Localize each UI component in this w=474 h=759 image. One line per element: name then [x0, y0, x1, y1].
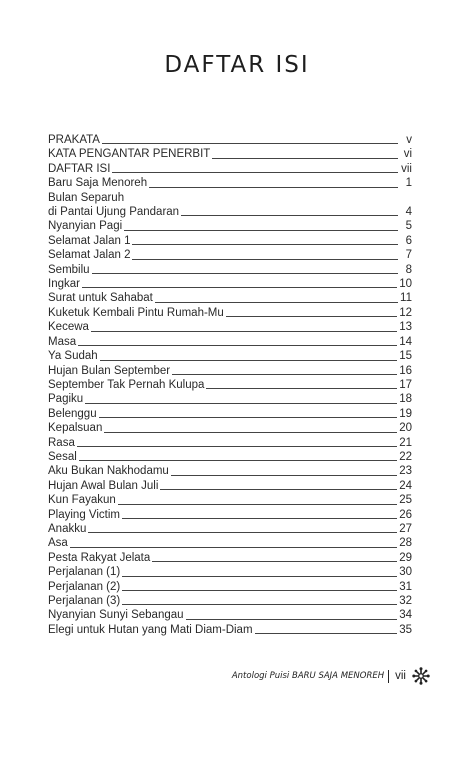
toc-entry — [48, 407, 412, 421]
toc-entry-title: Belenggu — [48, 407, 97, 420]
toc-entry — [48, 205, 412, 219]
table-of-contents — [48, 133, 412, 637]
toc-entry-title: Anakku — [48, 522, 87, 535]
toc-entry-page: 31 — [399, 580, 412, 593]
toc-entry-page: 19 — [399, 407, 412, 420]
footer-book-title: Antologi Puisi BARU SAJA MENOREH — [231, 671, 385, 681]
toc-entry-page: 11 — [400, 292, 412, 305]
toc-leader-line — [104, 431, 397, 433]
toc-entry-page: 7 — [405, 249, 412, 262]
toc-entry — [48, 320, 412, 334]
toc-entry-title: Perjalanan (1) — [48, 566, 121, 579]
footer-divider — [388, 670, 389, 683]
toc-leader-line — [91, 330, 397, 332]
toc-leader-line — [99, 416, 398, 418]
toc-entry-page: 1 — [405, 177, 412, 190]
toc-entry-page: 34 — [399, 609, 412, 622]
toc-entry-title: Baru Saja Menoreh — [48, 177, 148, 190]
toc-leader-line — [171, 474, 397, 476]
toc-entry — [48, 536, 412, 550]
toc-entry — [48, 133, 412, 147]
toc-leader-line — [92, 272, 398, 274]
toc-entry — [48, 436, 412, 450]
toc-entry-page: 14 — [399, 335, 412, 348]
toc-entry-title: Playing Victim — [48, 508, 121, 521]
toc-entry-page: 12 — [399, 306, 412, 319]
toc-leader-line — [181, 214, 398, 216]
toc-entry — [48, 364, 412, 378]
toc-entry-title: Kuketuk Kembali Pintu Rumah-Mu — [48, 306, 224, 319]
toc-entry — [48, 392, 412, 406]
toc-leader-line — [132, 243, 398, 245]
toc-entry-page: 25 — [399, 494, 412, 507]
toc-entry-title: Masa — [48, 335, 77, 348]
toc-entry — [48, 464, 412, 478]
toc-entry — [48, 378, 412, 392]
footer-page-number: vii — [395, 670, 406, 682]
toc-entry-title: Nyanyian Sunyi Sebangau — [48, 609, 184, 622]
toc-entry-title: Ingkar — [48, 278, 80, 291]
toc-entry-page: v — [406, 134, 412, 146]
toc-leader-line — [132, 258, 398, 260]
toc-entry-page: 6 — [405, 234, 412, 247]
toc-leader-line — [122, 575, 397, 577]
toc-entry-page: 22 — [399, 450, 412, 463]
toc-entry-title: Pagiku — [48, 393, 84, 406]
toc-entry-page: 30 — [399, 566, 412, 579]
toc-entry-page: 26 — [399, 508, 412, 521]
toc-entry — [48, 479, 412, 493]
snowflake-ornament-icon — [412, 667, 430, 685]
toc-leader-line — [85, 402, 397, 404]
toc-entry — [48, 291, 412, 305]
toc-entry-title: September Tak Pernah Kulupa — [48, 378, 205, 391]
toc-leader-line — [160, 488, 397, 490]
toc-entry-page: 29 — [399, 551, 412, 564]
toc-entry — [48, 147, 412, 161]
toc-leader-line — [77, 445, 397, 447]
toc-entry — [48, 565, 412, 579]
page-title: DAFTAR ISI — [164, 52, 310, 78]
toc-leader-line — [172, 373, 397, 375]
toc-entry-page: vi — [403, 148, 412, 161]
toc-entry-title: Perjalanan (2) — [48, 580, 121, 593]
toc-entry-title: Aku Bukan Nakhodamu — [48, 465, 169, 478]
toc-entry-title: Rasa — [48, 436, 75, 449]
toc-entry-page: 4 — [405, 206, 412, 219]
page-footer — [232, 667, 430, 685]
toc-leader-line — [79, 459, 397, 461]
toc-entry — [48, 277, 412, 291]
toc-leader-line — [152, 560, 397, 562]
toc-entry-page: 10 — [399, 278, 412, 291]
toc-leader-line — [255, 632, 398, 634]
toc-entry — [48, 176, 412, 190]
toc-leader-line — [155, 301, 398, 303]
toc-entry — [48, 263, 412, 277]
toc-entry-title: Ya Sudah — [48, 350, 98, 363]
toc-entry-page: 15 — [399, 350, 412, 363]
toc-entry-title: Bulan Separuh — [48, 191, 125, 204]
toc-leader-line — [102, 142, 398, 144]
toc-entry — [48, 349, 412, 363]
toc-entry-page: 20 — [399, 422, 412, 435]
toc-entry-page: 32 — [399, 595, 412, 607]
toc-leader-line — [82, 286, 397, 288]
toc-leader-line — [70, 546, 397, 548]
toc-entry — [48, 335, 412, 349]
toc-leader-line — [149, 186, 398, 188]
toc-leader-line — [112, 171, 398, 173]
toc-entry-title: Kun Fayakun — [48, 494, 116, 507]
toc-entry-title: Nyanyian Pagi — [48, 220, 123, 233]
toc-entry — [48, 191, 412, 205]
toc-leader-line — [122, 603, 397, 605]
toc-entry-page: vii — [401, 162, 412, 175]
toc-entry-page: 21 — [399, 436, 412, 449]
toc-entry — [48, 306, 412, 320]
toc-entry-title: Hujan Bulan September — [48, 364, 171, 377]
toc-leader-line — [226, 315, 397, 317]
toc-leader-line — [206, 387, 397, 389]
toc-leader-line — [78, 344, 397, 346]
toc-entry — [48, 580, 412, 594]
toc-entry-page: 17 — [399, 378, 412, 391]
toc-leader-line — [118, 503, 397, 505]
toc-entry-title: Asa — [48, 537, 68, 550]
toc-entry — [48, 623, 412, 637]
toc-entry-page: 16 — [399, 364, 412, 377]
toc-entry-title: Pesta Rakyat Jelata — [48, 551, 151, 564]
toc-entry-title: Kepalsuan — [48, 422, 103, 435]
toc-leader-line — [186, 618, 398, 620]
toc-entry-page: 27 — [399, 522, 412, 535]
toc-entry — [48, 162, 412, 176]
toc-entry-title: Perjalanan (3) — [48, 595, 121, 607]
toc-entry-title: KATA PENGANTAR PENERBIT — [48, 148, 211, 161]
toc-entry-title: Elegi untuk Hutan yang Mati Diam-Diam — [48, 623, 253, 636]
toc-entry — [48, 522, 412, 536]
toc-entry — [48, 594, 412, 608]
toc-entry — [48, 450, 412, 464]
toc-entry-title: Selamat Jalan 1 — [48, 234, 131, 247]
toc-entry-title: Selamat Jalan 2 — [48, 249, 131, 262]
toc-entry — [48, 248, 412, 262]
toc-leader-line — [212, 157, 398, 159]
toc-entry-title: DAFTAR ISI — [48, 162, 111, 175]
toc-entry — [48, 234, 412, 248]
toc-entry-title: PRAKATA — [48, 134, 100, 146]
toc-entry-page: 18 — [399, 393, 412, 406]
toc-entry-page: 23 — [399, 465, 412, 478]
toc-entry — [48, 508, 412, 522]
toc-entry — [48, 493, 412, 507]
toc-entry-title: Kecewa — [48, 321, 89, 334]
toc-entry-page: 28 — [399, 537, 412, 550]
toc-entry-title: Hujan Awal Bulan Juli — [48, 479, 159, 492]
toc-entry — [48, 551, 412, 565]
toc-leader-line — [122, 589, 397, 591]
toc-entry-title: Surat untuk Sahabat — [48, 292, 153, 305]
toc-entry-page: 8 — [405, 263, 412, 276]
toc-entry — [48, 421, 412, 435]
toc-leader-line — [122, 517, 397, 519]
toc-entry-title: Sembilu — [48, 263, 90, 276]
toc-entry-title: Sesal — [48, 450, 77, 463]
toc-entry-page: 24 — [399, 479, 412, 492]
toc-leader-line — [124, 229, 398, 231]
toc-entry — [48, 608, 412, 622]
toc-entry-page: 5 — [405, 220, 412, 233]
toc-entry-page: 13 — [399, 321, 412, 334]
toc-leader-line — [100, 359, 398, 361]
toc-leader-line — [88, 531, 397, 533]
toc-entry-title: di Pantai Ujung Pandaran — [48, 206, 180, 219]
toc-entry — [48, 219, 412, 233]
toc-entry-page: 35 — [399, 623, 412, 636]
